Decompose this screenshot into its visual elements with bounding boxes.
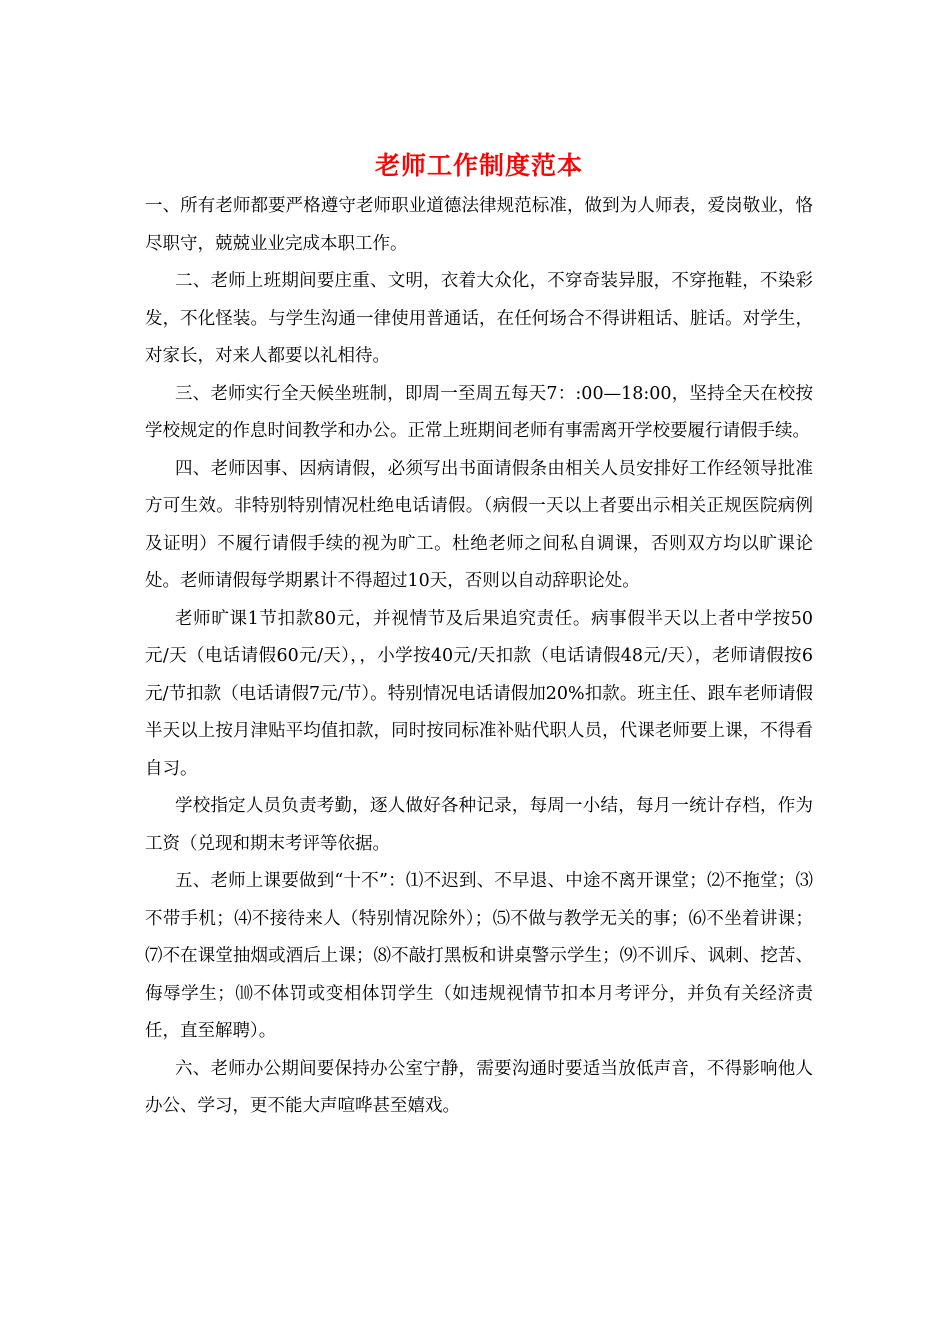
paragraph-2: 二、老师上班期间要庄重、文明，衣着大众化，不穿奇装异服，不穿拖鞋，不染彩发，不化怪装。与学生沟通一律使用普通话，在任何场合不得讲粗话、脏话。对学生，对家长，对来人都要以礼相待。 [145,271,813,366]
paragraph-6: 学校指定人员负责考勤，逐人做好各种记录，每周一小结，每月一统计存档，作为工资（兑现和期末考评等依据。 [145,796,813,854]
paragraph-4: 四、老师因事、因病请假，必须写出书面请假条由相关人员安排好工作经领导批准方可生效。非特别特别情况杜绝电话请假。（病假一天以上者要出示相关正规医院病例及证明）不履行请假手续的视为旷工。杜绝老师之间私自调课，否则双方均以旷课论处。老师请假每学期累计不得超过10天，否则以自动辞职论处。 [145,458,813,591]
document-title: 老师工作制度范本 [374,151,583,180]
paragraph-8: 六、老师办公期间要保持办公室宁静，需要沟通时要适当放低声音，不得影响他人办公、学习，更不能大声喧哗甚至嬉戏。 [145,1058,813,1116]
paragraph-3: 三、老师实行全天候坐班制，即周一至周五每天7：:00—18:00，坚持全天在校按学校规定的作息时间教学和办公。正常上班期间老师有事需离开学校要履行请假手续。 [145,383,813,441]
paragraph-7: 五、老师上课要做到“十不”：⑴不迟到、不早退、中途不离开课堂；⑵不拖堂；⑶不带手机；⑷不接待来人（特别情况除外）；⑸不做与教学无关的事；⑹不坐着讲课；⑺不在课堂抽烟或酒后上课；⑻不敲打黑板和讲桌警示学生；⑼不训斥、讽刺、挖苦、侮辱学生；⑽不体罚或变相体罚学生（如违规视情节扣本月考评分，并负有关经济责任，直至解聘）。 [145,871,813,1041]
paragraph-1: 一、所有老师都要严格遵守老师职业道德法律规范标准，做到为人师表，爱岗敬业，恪尽职守，兢兢业业完成本职工作。 [145,196,813,254]
paragraph-5: 老师旷课1节扣款80元，并视情节及后果追究责任。病事假半天以上者中学按50元/天（电话请假60元/天），，小学按40元/天扣款（电话请假48元/天），老师请假按6元/节扣款（电话请假7元/节）。特别情况电话请假加20%扣款。班主任、跟车老师请假半天以上按月津贴平均值扣款，同时按同标准补贴代职人员，代课老师要上课，不得看自习。 [145,608,813,779]
document-page [145,150,813,1126]
